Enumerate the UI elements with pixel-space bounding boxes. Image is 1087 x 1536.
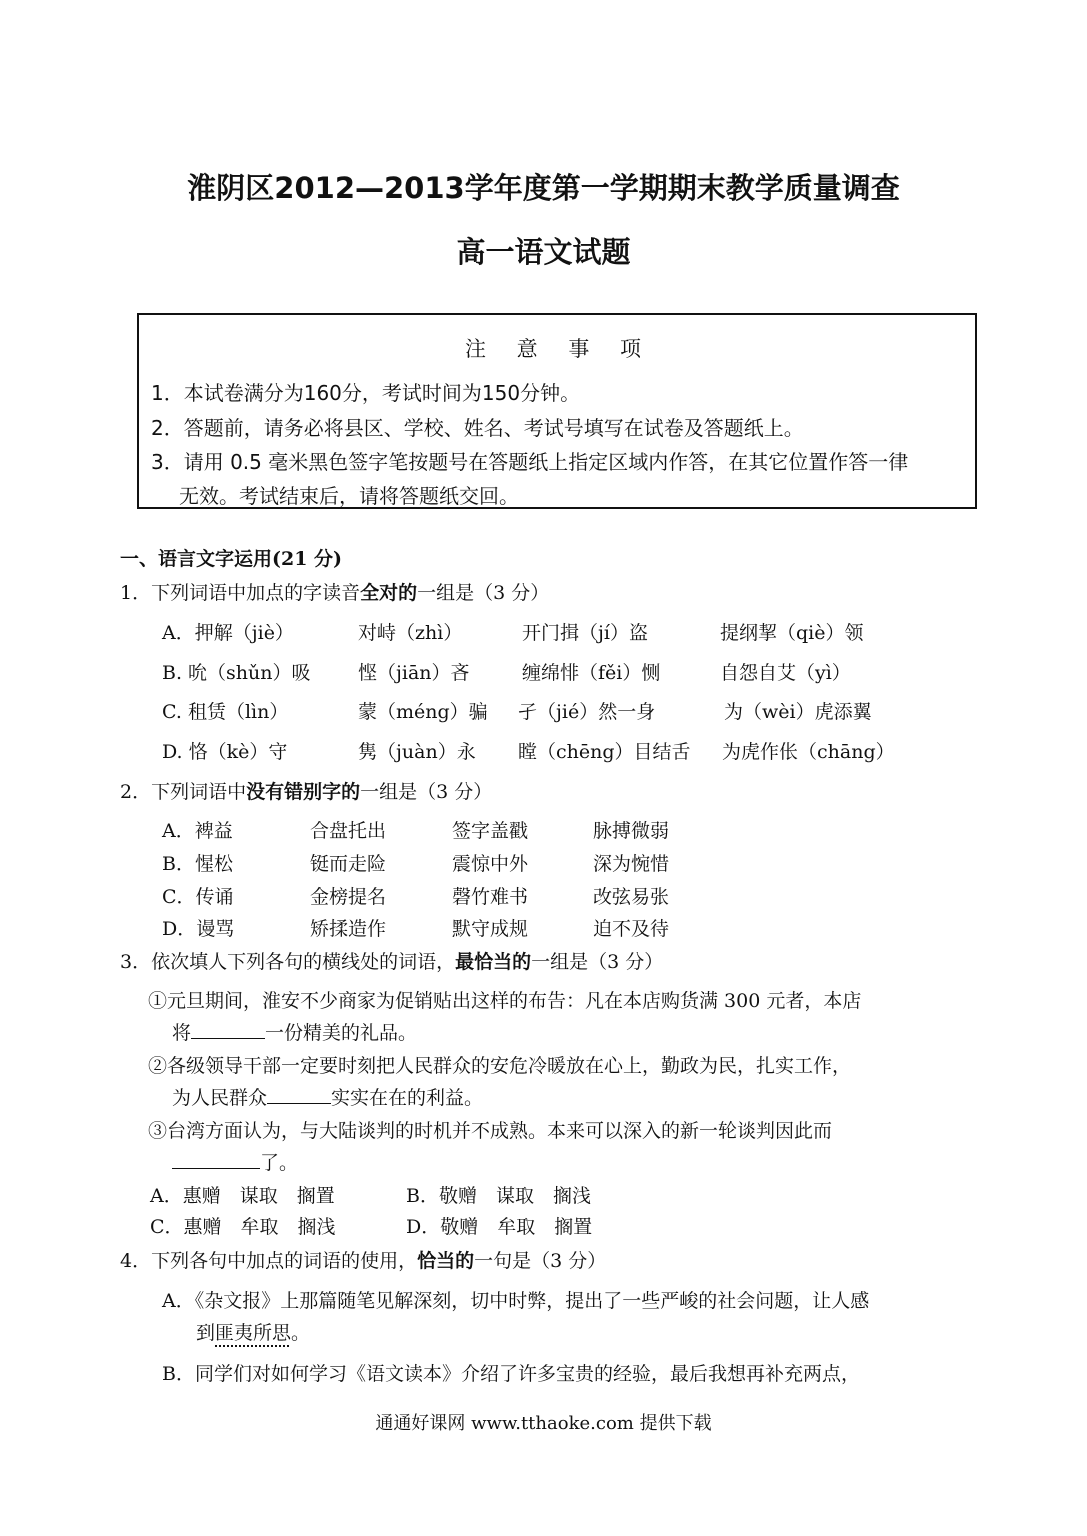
q1-option-d-3: 瞠（chēng）目结舌: [518, 741, 691, 763]
q3-sentence-3: ③台湾方面认为，与大陆谈判的时机并不成熟。本来可以深入的新一轮谈判因此而: [148, 1120, 833, 1142]
question-4: [120, 1246, 606, 1273]
q2-option-a-4: 脉搏微弱: [593, 820, 670, 842]
q4-option-a-cont: [196, 1318, 310, 1345]
q4-option-b: B．同学们对如何学习《语文读本》介绍了许多宝贵的经验，最后我想再补充两点，: [162, 1363, 860, 1385]
question-1-emphasis: 全对的: [360, 582, 418, 604]
q4-option-a-tail: 。: [291, 1322, 311, 1344]
answer-blank-1: [191, 1020, 265, 1039]
q1-option-a-4: 提纲挈（qiè）领: [720, 622, 864, 644]
q3-sentence-1: ①元旦期间，淮安不少商家为促销贴出这样的布告：凡在本店购货满 300 元者，本店: [148, 990, 862, 1012]
answer-blank-3: [172, 1150, 260, 1169]
question-1-prefix: 1．下列词语中加点的字读音: [120, 582, 361, 604]
question-2-emphasis: 没有错别字的: [246, 781, 361, 803]
q2-option-a-2: 合盘托出: [310, 820, 387, 842]
q2-option-b-1: B．惺松: [162, 853, 233, 875]
question-2-prefix: 2．下列词语中: [120, 781, 247, 803]
question-3-prefix: 3．依次填人下列各句的横线处的词语，: [120, 951, 456, 973]
q1-option-b-1: B. 吮（shǔn）吸: [162, 662, 311, 684]
q3-option-d: D．敬赠 牟取 搁置: [406, 1216, 593, 1238]
q3-sentence-2-tail: 实实在在的利益。: [331, 1087, 484, 1109]
q2-option-c-3: 磬竹难书: [452, 886, 529, 908]
notice-box: [137, 313, 977, 509]
notice-item-3-cont: 无效。考试结束后，请将答题纸交回。: [179, 484, 519, 508]
q3-option-c: C．惠赠 牟取 搁浅: [150, 1216, 336, 1238]
q2-option-b-4: 深为惋惜: [593, 853, 670, 875]
q3-sentence-2-lead: 为人民群众: [172, 1087, 268, 1109]
q1-option-b-4: 自怨自艾（yì）: [720, 662, 851, 684]
q1-option-a-1: A．押解（jiè）: [162, 622, 294, 644]
question-3-suffix: 一组是（3 分）: [531, 951, 664, 973]
question-3-emphasis: 最恰当的: [455, 951, 532, 973]
q2-option-a-1: A．裨益: [162, 820, 233, 842]
q4-option-a-lead: 到: [196, 1322, 216, 1344]
q2-option-d-4: 迫不及待: [593, 918, 670, 940]
q2-option-c-1: C．传诵: [162, 886, 234, 908]
q1-option-a-2: 对峙（zhì）: [358, 622, 463, 644]
question-2: [120, 777, 492, 804]
question-1-suffix: 一组是（3 分）: [417, 582, 550, 604]
q2-option-d-2: 矫揉造作: [310, 918, 387, 940]
exam-subtitle: 高一语文试题: [456, 235, 631, 269]
question-1: [120, 578, 549, 605]
q1-option-b-2: 悭（jiān）吝: [358, 662, 470, 684]
q1-option-c-1: C. 租赁（lìn）: [162, 701, 289, 723]
question-4-prefix: 4．下列各句中加点的词语的使用，: [120, 1250, 418, 1272]
q1-option-a-3: 开门揖（jí）盗: [522, 622, 648, 644]
q1-option-d-1: D. 恪（kè）守: [162, 741, 288, 763]
notice-item-1: 1．本试卷满分为160分，考试时间为150分钟。: [151, 381, 581, 405]
q3-sentence-1-tail: 一份精美的礼品。: [265, 1022, 418, 1044]
q3-sentence-1-cont: [172, 1018, 417, 1045]
q4-option-a: A．《杂文报》上那篇随笔见解深刻，切中时弊，提出了一些严峻的社会问题，让人感: [162, 1290, 870, 1312]
q2-option-a-3: 签字盖戳: [452, 820, 529, 842]
q2-option-c-2: 金榜提名: [310, 886, 387, 908]
q3-sentence-2: ②各级领导干部一定要时刻把人民群众的安危冷暖放在心上，勤政为民，扎实工作，: [148, 1055, 852, 1077]
q1-option-b-3: 缠绵悱（fěi）恻: [522, 662, 661, 684]
notice-title: 注 意 事 项: [464, 337, 654, 361]
page-footer: 通通好课网 www.tthaoke.com 提供下载: [375, 1413, 712, 1434]
question-3: [120, 947, 663, 974]
q1-option-d-2: 隽（juàn）永: [358, 741, 476, 763]
q2-option-c-4: 改弦易张: [593, 886, 670, 908]
q2-option-b-3: 震惊中外: [452, 853, 529, 875]
answer-blank-2: [267, 1085, 331, 1104]
question-2-suffix: 一组是（3 分）: [360, 781, 493, 803]
exam-title: 淮阴区2012—2013学年度第一学期期末教学质量调查: [187, 171, 900, 205]
q3-sentence-2-cont: [172, 1083, 483, 1110]
q3-option-b: B．敬赠 谋取 搁浅: [406, 1185, 591, 1207]
q3-option-a: A．惠赠 谋取 搁置: [150, 1185, 335, 1207]
section-heading: 一、语言文字运用(21 分): [120, 548, 343, 570]
q1-option-d-4: 为虎作伥（chāng）: [722, 741, 895, 763]
q2-option-b-2: 铤而走险: [310, 853, 387, 875]
notice-item-3: 3．请用 0.5 毫米黑色签字笔按题号在答题纸上指定区域内作答，在其它位置作答一律: [151, 450, 909, 474]
q1-option-c-2: 蒙（méng）骗: [358, 701, 488, 723]
q2-option-d-3: 默守成规: [452, 918, 529, 940]
question-4-suffix: 一句是（3 分）: [474, 1250, 607, 1272]
q2-option-d-1: D．谩骂: [162, 918, 235, 940]
q1-option-c-4: 为（wèi）虎添翼: [724, 701, 872, 723]
q3-sentence-3-cont: [172, 1148, 298, 1175]
q3-sentence-3-tail: 了。: [260, 1152, 299, 1174]
q1-option-c-3: 孑（jié）然一身: [518, 701, 656, 723]
question-4-emphasis: 恰当的: [417, 1250, 475, 1272]
notice-item-2: 2．答题前，请务必将县区、学校、姓名、考试号填写在试卷及答题纸上。: [151, 416, 804, 440]
q4-dotted-phrase: 匪夷所思: [215, 1322, 292, 1344]
q3-sentence-1-lead: 将: [172, 1022, 192, 1044]
